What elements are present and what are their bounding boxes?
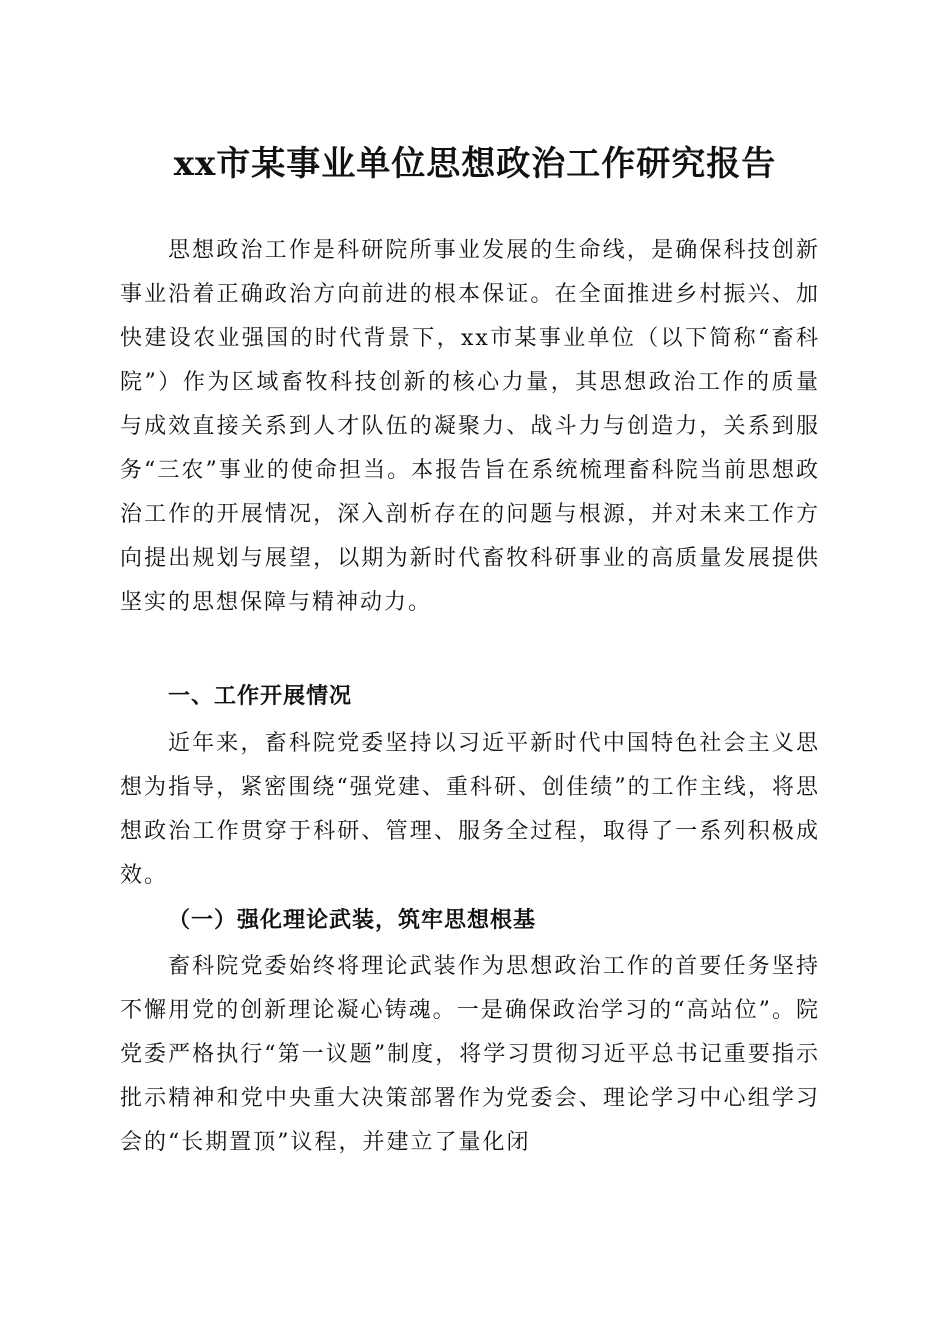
subsection-heading-theory: （一）强化理论武装，筑牢思想根基 — [168, 907, 537, 933]
section-heading-work-progress: 一、工作开展情况 — [168, 684, 353, 709]
intro-paragraph: 思想政治工作是科研院所事业发展的生命线，是确保科技创新事业沿着正确政治方向前进的根本保证。在全面推进乡村振兴、加快建设农业强国的时代背景下，xx市某事业单位（以下简称“畜科院”）作为区域畜牧科技创新的核心力量，其思想政治工作的质量与成效直接关系到人才队伍的凝聚力、战斗力与创造力，关系到服务“三农”事业的使命担当。本报告旨在系统梳理畜科院当前思想政治工作的开展情况，深入剖析存在的问题与根源，并对未来工作方向提出规划与展望，以期为新时代畜牧科研事业的高质量发展提供坚实的思想保障与精神动力。 — [120, 238, 820, 615]
document-title: xx市某事业单位思想政治工作研究报告 — [173, 144, 777, 184]
subsection-paragraph-theory: 畜科院党委始终将理论武装作为思想政治工作的首要任务坚持不懈用党的创新理论凝心铸魂。一是确保政治学习的“高站位”。院党委严格执行“第一议题”制度，将学习贯彻习近平总书记重要指示批示精神和党中央重大决策部署作为党委会、理论学习中心组学习会的“长期置顶”议程，并建立了量化闭 — [120, 954, 820, 1155]
section-paragraph-work-progress: 近年来，畜科院党委坚持以习近平新时代中国特色社会主义思想为指导，紧密围绕“强党建、重科研、创佳绩”的工作主线，将思想政治工作贯穿于科研、管理、服务全过程，取得了一系列积极成效。 — [120, 731, 820, 888]
